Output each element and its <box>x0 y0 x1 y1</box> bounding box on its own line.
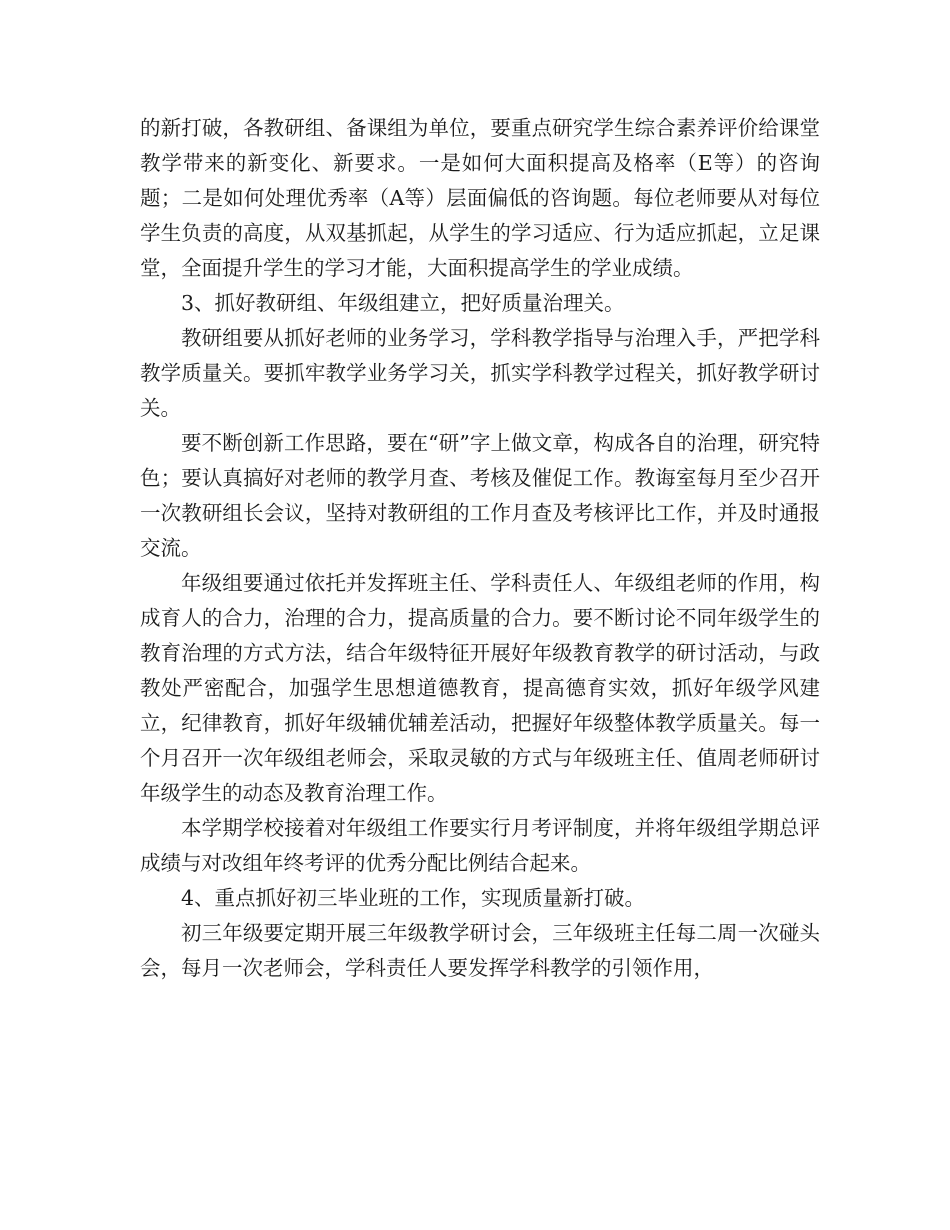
paragraph-1: 的新打破，各教研组、备课组为单位，要重点研究学生综合素养评价给课堂教学带来的新变化、新要求。一是如何大面积提高及格率（E等）的咨询题；二是如何处理优秀率（A等）层面偏低的咨询题。每位老师要从对每位学生负责的高度，从双基抓起，从学生的学习适应、行为适应抓起，立足课堂，全面提升学生的学习才能，大面积提高学生的学业成绩。 <box>140 116 820 280</box>
paragraph-3: 教研组要从抓好老师的业务学习，学科教学指导与治理入手，严把学科教学质量关。要抓牢教学业务学习关，抓实学科教学过程关，抓好教学研讨关。 <box>140 326 820 420</box>
document-body <box>140 111 820 986</box>
paragraph-4: 要不断创新工作思路，要在“研”字上做文章，构成各自的治理，研究特色；要认真搞好对老师的教学月查、考核及催促工作。教诲室每月至少召开一次教研组长会议，坚持对教研组的工作月查及考核评比工作，并及时通报交流。 <box>140 431 820 560</box>
paragraph-8: 初三年级要定期开展三年级教学研讨会，三年级班主任每二周一次碰头会，每月一次老师会，学科责任人要发挥学科教学的引领作用， <box>140 921 820 980</box>
paragraph-5: 年级组要通过依托并发挥班主任、学科责任人、年级组老师的作用，构成育人的合力，治理的合力，提高质量的合力。要不断讨论不同年级学生的教育治理的方式方法，结合年级特征开展好年级教育教学的研讨活动，与政教处严密配合，加强学生思想道德教育，提高德育实效，抓好年级学风建立，纪律教育，抓好年级辅优辅差活动，把握好年级整体教学质量关。每一个月召开一次年级组老师会，采取灵敏的方式与年级班主任、值周老师研讨年级学生的动态及教育治理工作。 <box>140 571 820 805</box>
heading-item-4: 4、重点抓好初三毕业班的工作，实现质量新打破。 <box>181 886 646 910</box>
heading-item-3: 3、抓好教研组、年级组建立，把好质量治理关。 <box>181 291 625 315</box>
paragraph-6: 本学期学校接着对年级组工作要实行月考评制度，并将年级组学期总评成绩与对改组年终考评的优秀分配比例结合起来。 <box>140 816 820 875</box>
